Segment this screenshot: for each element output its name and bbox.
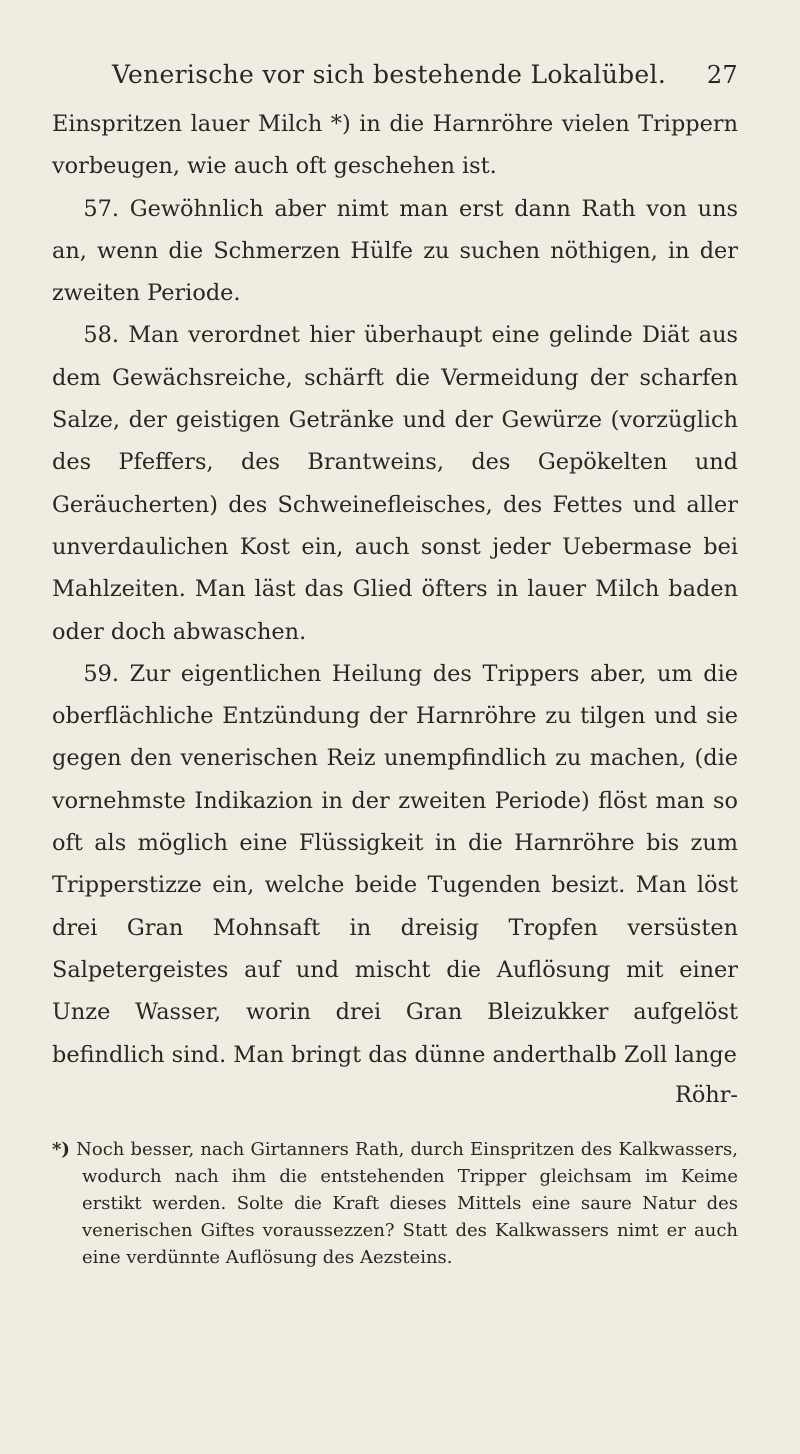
running-header bbox=[112, 60, 738, 89]
paragraph-continuation: Einspritzen lauer Milch *) in die Harnröhre vielen Trippern vorbeugen, wie auch oft geschehen ist. bbox=[52, 111, 738, 180]
page-number: 27 bbox=[706, 61, 738, 89]
paragraph-59: 59. Zur eigentlichen Heilung des Trippers aber, um die oberflächliche Entzündung der Harnröhre zu tilgen und sie gegen den venerischen Reiz unempfindlich zu machen, (die vornehmste Indikazion in der zweiten Periode) flöst man so oft als möglich eine Flüssigkeit in die Harnröhre bis zum Tripperstizze ein, welche beide Tugenden besizt. Man löst drei Gran Mohnsaft in dreisig Tropfen versüsten Salpetergeistes auf und mischt die Auflösung mit einer Unze Wasser, worin drei Gran Bleizukker aufgelöst befindlich sind. Man bringt das dünne anderthalb Zoll lange bbox=[52, 660, 738, 1068]
footnote bbox=[52, 1136, 738, 1271]
header-title: Venerische vor sich bestehende Lokalübel. bbox=[112, 60, 667, 89]
main-text bbox=[52, 103, 738, 1076]
catchword: Röhr- bbox=[674, 1081, 738, 1108]
paragraph-57: 57. Gewöhnlich aber nimt man erst dann Rath von uns an, wenn die Schmerzen Hülfe zu suchen nöthigen, in der zweiten Periode. bbox=[52, 195, 738, 307]
footnote-text: Noch besser, nach Girtanners Rath, durch Einspritzen des Kalkwassers, wodurch nach ihm die entstehenden Tripper gleichsam im Keime erstikt werden. Solte die Kraft dieses Mittels eine saure Natur des venerischen Giftes voraussezzen? Statt des Kalkwassers nimt er auch eine verdünnte Auflösung des Aezsteins. bbox=[76, 1138, 738, 1268]
paragraph-58: 58. Man verordnet hier überhaupt eine gelinde Diät aus dem Gewächsreiche, schärft die Vermeidung der scharfen Salze, der geistigen Getränke und der Gewürze (vorzüglich des Pfeffers, des Brantweins, des Gepökelten und Geräucherten) des Schweinefleisches, des Fettes und aller unverdaulichen Kost ein, auch sonst jeder Uebermase bei Mahlzeiten. Man läst das Glied öfters in lauer Milch baden oder doch abwaschen. bbox=[52, 322, 738, 645]
footnote-marker: *) bbox=[52, 1138, 70, 1160]
